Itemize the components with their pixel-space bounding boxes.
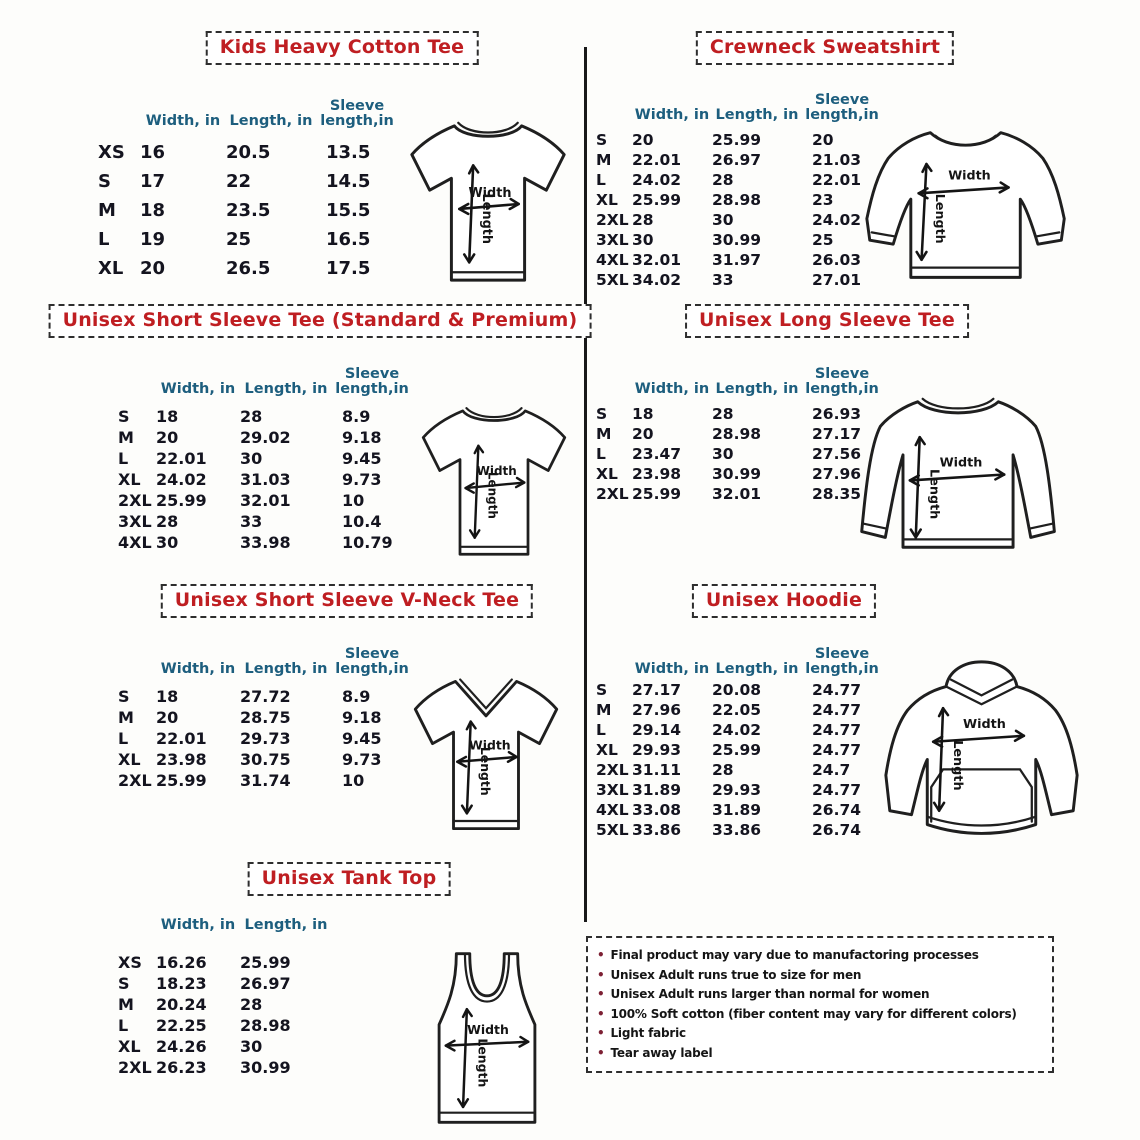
size-cell: 3XL <box>596 781 629 799</box>
size-cell: S <box>118 687 130 706</box>
sleeve-cell: 24.77 <box>812 681 862 699</box>
column-header-width: Width, in <box>160 917 236 934</box>
crewneck-size-table <box>596 78 882 290</box>
table-header-row <box>118 352 412 398</box>
width-cell: 31.11 <box>632 761 682 779</box>
note-item <box>597 966 1046 986</box>
length-cell: 28 <box>712 171 734 189</box>
sleeve-cell: 9.45 <box>342 449 382 468</box>
width-cell: 22.01 <box>632 151 682 169</box>
size-cell: 3XL <box>118 512 152 531</box>
length-cell: 31.89 <box>712 801 762 819</box>
size-cell: XL <box>596 465 618 483</box>
size-cell: L <box>98 229 110 250</box>
length-cell: 28 <box>240 995 263 1014</box>
width-cell: 26.23 <box>156 1058 207 1077</box>
length-label: Length <box>933 193 949 244</box>
column-header-width: Width, in <box>634 107 710 124</box>
bullet-icon: • <box>597 1045 605 1060</box>
section-title-unisex-vneck-tee: Unisex Short Sleeve V-Neck Tee <box>161 584 533 618</box>
bullet-icon: • <box>597 948 605 962</box>
table-row <box>118 427 412 448</box>
table-header-row <box>596 632 882 678</box>
section-title-unisex-short-sleeve-tee: Unisex Short Sleeve Tee (Standard & Premium) <box>49 304 592 338</box>
width-cell: 20 <box>632 425 654 443</box>
column-header-width: Width, in <box>634 381 710 398</box>
size-cell: M <box>596 151 612 169</box>
table-row <box>118 973 332 994</box>
length-cell: 23.5 <box>226 200 271 221</box>
sleeve-cell: 24.77 <box>812 701 862 719</box>
width-cell: 30 <box>156 533 179 552</box>
column-header-length: Length, in <box>229 113 313 130</box>
table-row <box>118 749 412 770</box>
table-row <box>118 1057 332 1078</box>
size-cell: XL <box>98 258 124 279</box>
length-cell: 31.74 <box>240 771 291 790</box>
column-header-length: Length, in <box>715 381 799 398</box>
bullet-icon: • <box>597 1026 605 1040</box>
width-cell: 23.47 <box>632 445 682 463</box>
sleeve-cell: 24.77 <box>812 721 862 739</box>
size-cell: XL <box>596 191 618 209</box>
length-cell: 27.72 <box>240 687 291 706</box>
table-row <box>596 484 882 504</box>
table-row <box>596 700 882 720</box>
long-sleeve-size-table <box>596 352 882 504</box>
length-cell: 30.99 <box>712 231 762 249</box>
width-cell: 24.02 <box>632 171 682 189</box>
table-row <box>596 424 882 444</box>
table-row <box>118 469 412 490</box>
width-cell: 20 <box>632 131 654 149</box>
width-cell: 24.02 <box>156 470 207 489</box>
bullet-icon: • <box>597 967 605 982</box>
width-cell: 25.99 <box>632 191 682 209</box>
sleeve-cell: 25 <box>812 231 834 249</box>
column-divider <box>584 47 587 922</box>
table-header-row <box>596 352 882 398</box>
width-cell: 16 <box>140 142 166 163</box>
width-cell: 31.89 <box>632 781 682 799</box>
column-header-sleeve: Sleeve length,in <box>805 365 879 398</box>
length-cell: 31.03 <box>240 470 291 489</box>
size-cell: L <box>118 449 129 468</box>
width-cell: 20 <box>156 708 179 727</box>
table-row <box>596 230 882 250</box>
note-item <box>597 985 1046 1005</box>
size-cell: 5XL <box>596 821 629 839</box>
length-cell: 25 <box>226 229 252 250</box>
length-cell: 28 <box>240 407 263 426</box>
sleeve-cell: 21.03 <box>812 151 862 169</box>
sleeve-cell: 8.9 <box>342 687 371 706</box>
table-row <box>596 250 882 270</box>
sleeve-cell: 10.4 <box>342 512 382 531</box>
note-text: Light fabric <box>610 1026 686 1040</box>
width-cell: 27.17 <box>632 681 682 699</box>
width-cell: 20 <box>156 428 179 447</box>
table-row <box>596 130 882 150</box>
length-cell: 28.98 <box>240 1016 291 1035</box>
sleeve-cell: 28.35 <box>812 485 862 503</box>
length-cell: 30.99 <box>712 465 762 483</box>
sleeve-cell: 13.5 <box>326 142 371 163</box>
sleeve-cell: 24.77 <box>812 781 862 799</box>
width-cell: 25.99 <box>632 485 682 503</box>
length-label: Length <box>478 746 494 796</box>
size-cell: XL <box>596 741 618 759</box>
size-cell: XL <box>118 470 141 489</box>
size-cell: 2XL <box>118 1058 152 1077</box>
size-cell: XL <box>118 750 141 769</box>
column-header-length: Length, in <box>715 107 799 124</box>
bullet-icon: • <box>597 1006 605 1021</box>
column-header-length: Length, in <box>244 917 328 934</box>
table-row <box>118 448 412 469</box>
sweatshirt-illustration <box>860 118 1075 296</box>
length-cell: 26.97 <box>712 151 762 169</box>
size-cell: M <box>118 995 134 1014</box>
sleeve-cell: 15.5 <box>326 200 371 221</box>
note-text: 100% Soft cotton (fiber content may vary for different colors) <box>610 1006 1017 1021</box>
length-cell: 33.86 <box>712 821 762 839</box>
table-header-row <box>118 632 412 678</box>
width-cell: 22.01 <box>156 449 207 468</box>
section-title-crewneck-sweatshirt: Crewneck Sweatshirt <box>696 31 954 65</box>
length-cell: 29.93 <box>712 781 762 799</box>
length-cell: 30.99 <box>240 1058 291 1077</box>
table-header-row <box>596 78 882 124</box>
table-row <box>118 532 412 553</box>
note-text: Unisex Adult runs larger than normal for women <box>610 987 930 1001</box>
column-header-length: Length, in <box>244 661 328 678</box>
width-cell: 28 <box>632 211 654 229</box>
length-cell: 22 <box>226 171 252 192</box>
sleeve-cell: 16.5 <box>326 229 371 250</box>
column-header-sleeve: Sleeve length,in <box>805 645 879 678</box>
table-row <box>596 210 882 230</box>
note-text: Final product may vary due to manufactoring processes <box>610 948 979 962</box>
table-row <box>596 720 882 740</box>
sleeve-cell: 26.93 <box>812 405 862 423</box>
size-cell: 2XL <box>596 211 629 229</box>
long-sleeve-tee-illustration <box>856 390 1064 562</box>
kids-tee-size-table <box>98 84 398 283</box>
length-cell: 33 <box>240 512 263 531</box>
width-cell: 18 <box>140 200 166 221</box>
table-row <box>118 1015 332 1036</box>
column-header-width: Width, in <box>160 661 236 678</box>
size-cell: 2XL <box>596 485 629 503</box>
size-cell: L <box>118 1016 129 1035</box>
bullet-icon: • <box>597 987 605 1001</box>
section-title-unisex-long-sleeve-tee: Unisex Long Sleeve Tee <box>685 304 969 338</box>
notes-box <box>586 936 1054 1073</box>
size-cell: S <box>118 407 130 426</box>
sleeve-cell: 24.7 <box>812 761 851 779</box>
table-row <box>98 196 398 225</box>
table-row <box>596 444 882 464</box>
unisex-tee-size-table <box>118 352 412 553</box>
sleeve-cell: 10 <box>342 491 365 510</box>
sleeve-cell: 26.03 <box>812 251 862 269</box>
column-header-length: Length, in <box>244 381 328 398</box>
table-row <box>596 800 882 820</box>
sleeve-cell: 9.18 <box>342 708 382 727</box>
table-row <box>596 150 882 170</box>
width-cell: 30 <box>632 231 654 249</box>
column-header-sleeve: Sleeve length,in <box>805 91 879 124</box>
size-cell: M <box>596 425 612 443</box>
size-cell: 4XL <box>118 533 152 552</box>
length-cell: 25.99 <box>712 131 762 149</box>
note-item <box>597 1005 1046 1025</box>
size-cell: M <box>118 708 134 727</box>
size-cell: L <box>596 171 606 189</box>
size-cell: XS <box>98 142 125 163</box>
sleeve-cell: 9.18 <box>342 428 382 447</box>
width-cell: 18 <box>156 407 179 426</box>
length-label: Length <box>479 193 495 245</box>
length-label: Length <box>485 471 500 519</box>
width-cell: 24.26 <box>156 1037 207 1056</box>
width-cell: 29.14 <box>632 721 682 739</box>
length-label: Length <box>949 740 965 791</box>
size-cell: M <box>118 428 134 447</box>
sleeve-cell: 27.17 <box>812 425 862 443</box>
sleeve-cell: 27.01 <box>812 271 862 289</box>
length-cell: 30 <box>240 1037 263 1056</box>
section-title-unisex-tank-top: Unisex Tank Top <box>248 862 451 896</box>
sleeve-cell: 26.74 <box>812 821 862 839</box>
column-header-width: Width, in <box>634 661 710 678</box>
length-cell: 29.02 <box>240 428 291 447</box>
tshirt-illustration <box>393 112 583 295</box>
width-cell: 22.01 <box>156 729 207 748</box>
width-label: Width <box>467 1022 509 1038</box>
note-text: Tear away label <box>610 1045 713 1060</box>
width-cell: 17 <box>140 171 166 192</box>
sleeve-cell: 9.73 <box>342 750 382 769</box>
width-cell: 33.86 <box>632 821 682 839</box>
sleeve-cell: 27.56 <box>812 445 862 463</box>
size-cell: XL <box>118 1037 141 1056</box>
table-row <box>98 167 398 196</box>
width-cell: 20.24 <box>156 995 207 1014</box>
width-label: Width <box>469 737 511 753</box>
size-cell: 3XL <box>596 231 629 249</box>
length-cell: 24.02 <box>712 721 762 739</box>
table-row <box>98 254 398 283</box>
table-row <box>118 994 332 1015</box>
sleeve-cell: 9.45 <box>342 729 382 748</box>
sleeve-cell: 20 <box>812 131 834 149</box>
length-cell: 25.99 <box>240 953 291 972</box>
tank-top-illustration <box>424 946 550 1128</box>
length-cell: 33 <box>712 271 734 289</box>
table-row <box>596 820 882 840</box>
length-cell: 29.73 <box>240 729 291 748</box>
size-cell: L <box>596 721 606 739</box>
width-cell: 34.02 <box>632 271 682 289</box>
vneck-size-table <box>118 632 412 791</box>
width-cell: 18.23 <box>156 974 207 993</box>
sleeve-cell: 22.01 <box>812 171 862 189</box>
note-item <box>597 1044 1046 1064</box>
column-header-width: Width, in <box>160 381 236 398</box>
size-cell: XS <box>118 953 142 972</box>
table-row <box>596 780 882 800</box>
table-row <box>118 406 412 427</box>
table-row <box>118 952 332 973</box>
length-label: Length <box>475 1038 491 1088</box>
sleeve-cell: 14.5 <box>326 171 371 192</box>
length-cell: 28.98 <box>712 425 762 443</box>
length-cell: 30 <box>240 449 263 468</box>
column-header-sleeve: Sleeve length,in <box>320 97 394 130</box>
size-cell: S <box>98 171 111 192</box>
width-cell: 29.93 <box>632 741 682 759</box>
size-cell: 4XL <box>596 801 629 819</box>
note-item <box>597 1024 1046 1044</box>
column-header-length: Length, in <box>715 661 799 678</box>
width-label: Width <box>939 455 983 471</box>
sleeve-cell: 26.74 <box>812 801 862 819</box>
section-title-unisex-hoodie: Unisex Hoodie <box>692 584 876 618</box>
length-cell: 20.5 <box>226 142 271 163</box>
size-cell: 5XL <box>596 271 629 289</box>
width-label: Width <box>963 716 1006 732</box>
width-cell: 25.99 <box>156 771 207 790</box>
length-cell: 33.98 <box>240 533 291 552</box>
length-cell: 25.99 <box>712 741 762 759</box>
width-cell: 27.96 <box>632 701 682 719</box>
length-cell: 20.08 <box>712 681 762 699</box>
length-cell: 28 <box>712 405 734 423</box>
table-row <box>596 270 882 290</box>
sleeve-cell: 17.5 <box>326 258 371 279</box>
table-row <box>118 511 412 532</box>
length-cell: 31.97 <box>712 251 762 269</box>
table-row <box>596 740 882 760</box>
width-label: Width <box>476 464 517 479</box>
size-cell: S <box>118 974 130 993</box>
note-text: Unisex Adult runs true to size for men <box>610 967 862 982</box>
table-header-row <box>118 910 332 934</box>
width-cell: 28 <box>156 512 179 531</box>
size-cell: S <box>596 681 608 699</box>
width-cell: 23.98 <box>156 750 207 769</box>
length-cell: 32.01 <box>240 491 291 510</box>
table-row <box>596 170 882 190</box>
table-row <box>118 707 412 728</box>
length-label: Length <box>926 469 942 520</box>
size-cell: 2XL <box>596 761 629 779</box>
length-cell: 32.01 <box>712 485 762 503</box>
length-cell: 30 <box>712 211 734 229</box>
table-row <box>98 225 398 254</box>
length-cell: 28.98 <box>712 191 762 209</box>
width-cell: 25.99 <box>156 491 207 510</box>
width-cell: 18 <box>156 687 179 706</box>
hoodie-size-table <box>596 632 882 840</box>
length-cell: 26.5 <box>226 258 271 279</box>
table-row <box>118 490 412 511</box>
size-cell: L <box>118 729 129 748</box>
table-row <box>596 190 882 210</box>
sleeve-cell: 23 <box>812 191 834 209</box>
length-cell: 30 <box>712 445 734 463</box>
sleeve-cell: 24.77 <box>812 741 862 759</box>
section-title-kids-heavy-cotton-tee: Kids Heavy Cotton Tee <box>206 31 479 65</box>
table-row <box>118 1036 332 1057</box>
sleeve-cell: 27.96 <box>812 465 862 483</box>
size-cell: 2XL <box>118 771 152 790</box>
tshirt-illustration <box>406 398 582 568</box>
width-cell: 32.01 <box>632 251 682 269</box>
width-cell: 16.26 <box>156 953 207 972</box>
table-header-row <box>98 84 398 130</box>
size-cell: M <box>596 701 612 719</box>
length-cell: 26.97 <box>240 974 291 993</box>
column-header-width: Width, in <box>145 113 221 130</box>
width-cell: 23.98 <box>632 465 682 483</box>
width-cell: 19 <box>140 229 166 250</box>
table-row <box>118 770 412 791</box>
length-cell: 22.05 <box>712 701 762 719</box>
size-cell: L <box>596 445 606 463</box>
sleeve-cell: 8.9 <box>342 407 371 426</box>
width-cell: 22.25 <box>156 1016 207 1035</box>
hoodie-illustration <box>876 656 1088 860</box>
column-header-sleeve: Sleeve length,in <box>335 365 409 398</box>
sleeve-cell: 10 <box>342 771 365 790</box>
table-row <box>596 760 882 780</box>
note-item <box>597 946 1046 966</box>
table-row <box>596 464 882 484</box>
table-row <box>98 138 398 167</box>
column-header-sleeve: Sleeve length,in <box>335 645 409 678</box>
size-cell: 2XL <box>118 491 152 510</box>
width-label: Width <box>948 167 991 183</box>
length-cell: 28.75 <box>240 708 291 727</box>
table-row <box>118 728 412 749</box>
size-cell: M <box>98 200 116 221</box>
sleeve-cell: 9.73 <box>342 470 382 489</box>
width-cell: 20 <box>140 258 166 279</box>
table-row <box>596 404 882 424</box>
length-cell: 30.75 <box>240 750 291 769</box>
size-cell: 4XL <box>596 251 629 269</box>
vneck-tee-illustration <box>400 670 572 842</box>
sleeve-cell: 24.02 <box>812 211 862 229</box>
table-row <box>118 686 412 707</box>
tank-top-size-table <box>118 910 332 1078</box>
size-cell: S <box>596 405 608 423</box>
size-cell: S <box>596 131 608 149</box>
length-cell: 28 <box>712 761 734 779</box>
table-row <box>596 680 882 700</box>
width-cell: 18 <box>632 405 654 423</box>
width-cell: 33.08 <box>632 801 682 819</box>
width-label: Width <box>468 186 512 202</box>
sleeve-cell: 10.79 <box>342 533 393 552</box>
